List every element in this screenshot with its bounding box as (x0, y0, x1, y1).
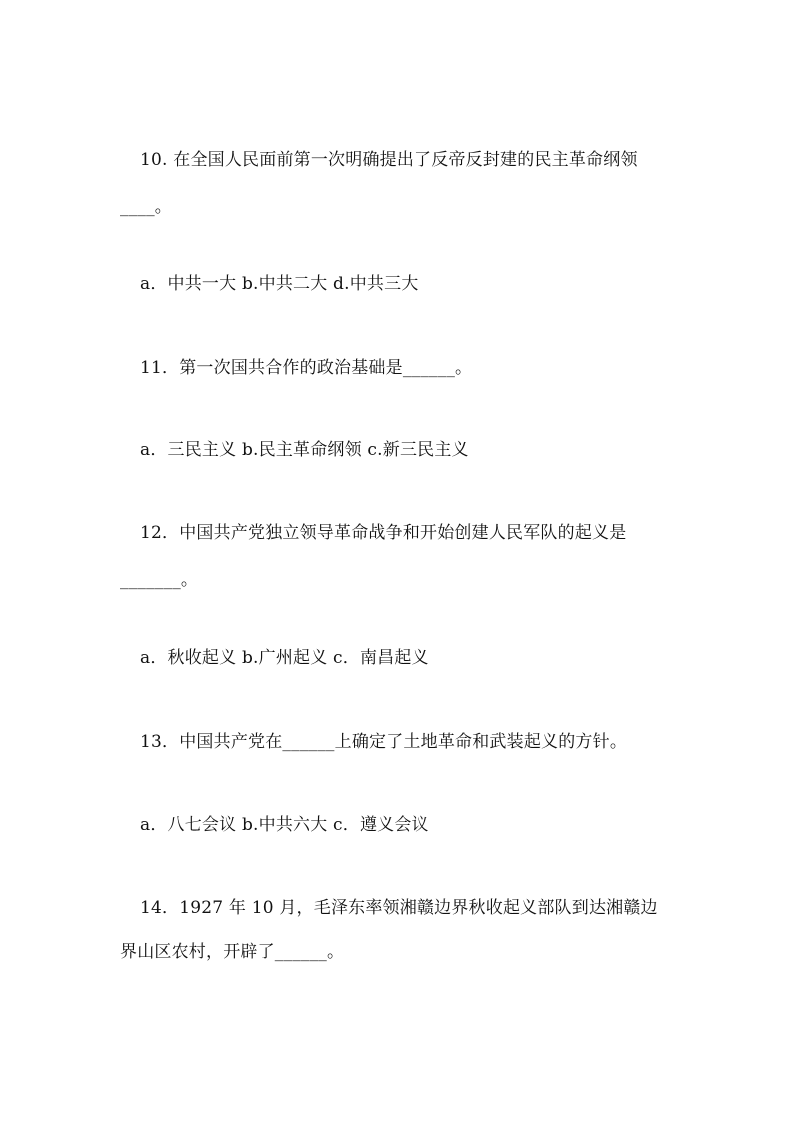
question-13-options: a．八七会议 b.中共六大 c．遵义会议 (140, 815, 429, 835)
question-12-text: 12．中国共产党独立领导革命战争和开始创建人民军队的起义是 (140, 523, 627, 543)
question-13-text: 13．中国共产党在______上确定了土地革命和武装起义的方针。 (140, 732, 628, 752)
question-12-options: a．秋收起义 b.广州起义 c．南昌起义 (140, 648, 429, 668)
question-10-text-cont: ____。 (120, 197, 172, 217)
question-10-options: a．中共一大 b.中共二大 d.中共三大 (140, 274, 419, 294)
question-12-text-cont: _______。 (120, 570, 199, 590)
question-11-options: a．三民主义 b.民主革命纲领 c.新三民主义 (140, 440, 469, 460)
question-10-text: 10. 在全国人民面前第一次明确提出了反帝反封建的民主革命纲领 (140, 150, 638, 170)
question-14-text-cont: 界山区农村，开辟了______。 (120, 942, 345, 962)
question-14-text: 14．1927 年 10 月，毛泽东率领湘赣边界秋收起义部队到达湘赣边 (140, 898, 658, 918)
question-11-text: 11．第一次国共合作的政治基础是______。 (140, 358, 473, 378)
